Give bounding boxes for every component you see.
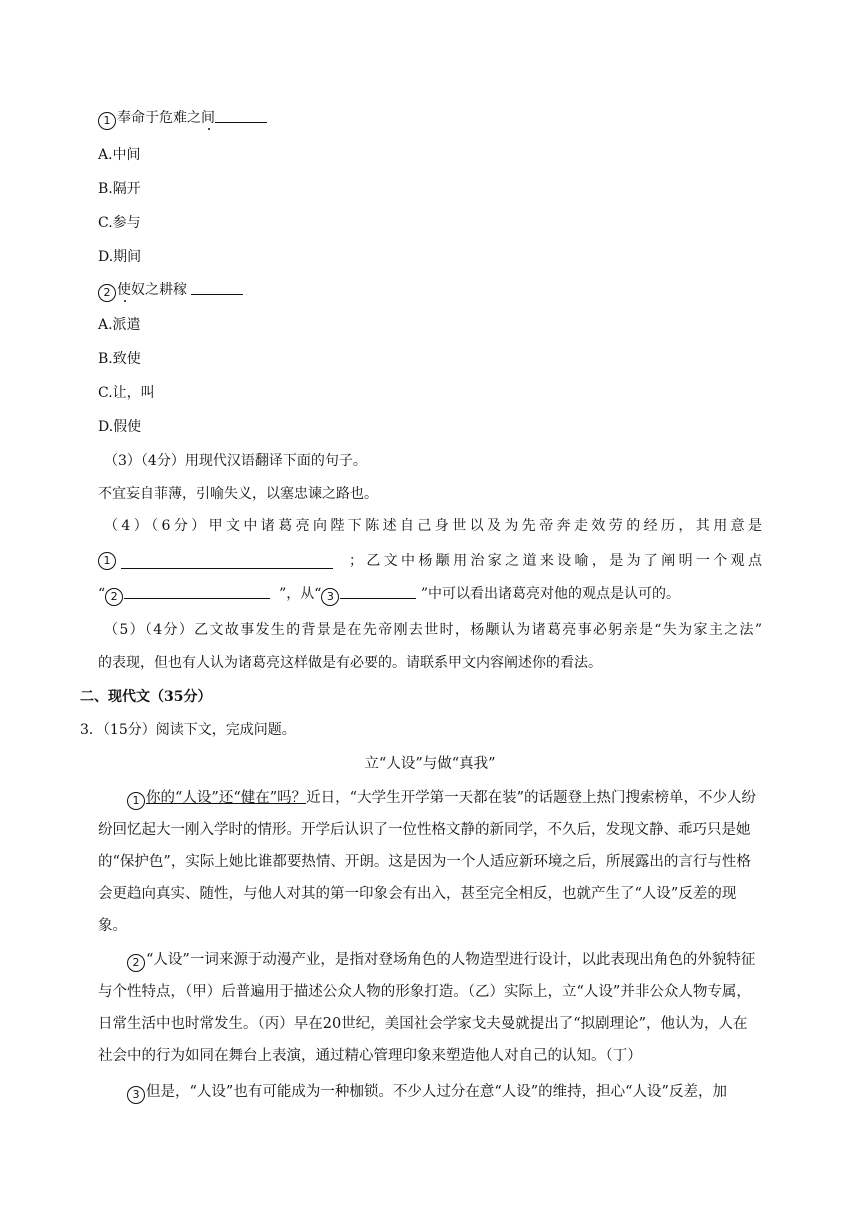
question-item-1 [98, 108, 267, 130]
option-a: A.中间 [98, 147, 141, 163]
item-text: 奴之耕稼 [131, 282, 187, 298]
article-paragraph-2 [98, 944, 762, 1072]
circled-number: 1 [98, 112, 116, 130]
answer-blank [191, 280, 243, 295]
subquestion-4-line3 [98, 584, 680, 606]
article-paragraph-3 [98, 1076, 762, 1108]
circled-number: 2 [105, 588, 123, 606]
quote-open: “ [98, 586, 106, 602]
answer-blank [215, 108, 267, 123]
answer-blank-3 [340, 584, 416, 599]
paragraph-text: 但是，“人设”也有可能成为一种枷锁。不少人过分在意“人设”的维持，担心“人设”反差，加 [146, 1084, 727, 1100]
question-item-2 [98, 280, 243, 302]
subquestion-3-sentence: 不宜妄自菲薄，引喻失义，以塞忠谏之路也。 [98, 486, 378, 502]
answer-blank-2 [124, 584, 270, 599]
paragraph-text: 近日，“大学生开学第一天都在装”的话题登上热门搜索榜单，不少人纷纷回忆起大一刚入学时的情形。开学后认识了一位性格文静的新同学，不久后，发现文静、乖巧只是她的“保护色”，实际上她比谁都要热情、开朗。这是因为一个人适应新环境之后，所展露出的言行与性格会更趋向真实、随性，与他人对其的第一印象会有出入，甚至完全相反，也就产生了“人设”反差的现象。 [98, 790, 756, 934]
paragraph-text: “人设”一词来源于动漫产业，是指对登场角色的人物造型进行设计，以此表现出角色的外貌特征与个性特点，（甲）后普遍用于描述公众人物的形象打造。（乙）实际上，立“人设”并非公众人物专属，日常生活中也时常发生。（丙）早在20世纪，美国社会学家戈夫曼就提出了“拟剧理论”，他认为，人在社会中的行为如同在舞台上表演，通过精心管理印象来塑造他人对自己的认知。（丁） [98, 952, 756, 1064]
option-b: B.隔开 [98, 181, 141, 197]
item-text: 奉命于危难之 [117, 110, 201, 126]
subquestion-5-line1: （5）（4分）乙文故事发生的背景是在先帝刚去世时，杨颙认为诸葛亮事必躬亲是“失为家主之法” [104, 622, 762, 638]
subquestion-4-line1: （4）（6分）甲文中诸葛亮向陛下陈述自己身世以及为先帝奔走效劳的经历，其用意是 [104, 518, 762, 534]
subquestion-4-line2 [98, 551, 762, 571]
emphasized-char: 使 [117, 282, 131, 298]
section-heading: 二、现代文（35分） [80, 689, 212, 705]
connector-text: ”，从“ [279, 586, 322, 602]
circled-number: 3 [321, 588, 339, 606]
circled-number: 2 [98, 284, 116, 302]
option-b: B.致使 [98, 351, 141, 367]
answer-blank-1 [121, 554, 333, 569]
option-a: A.派遣 [98, 317, 141, 333]
circled-number: 2 [127, 954, 145, 972]
option-c: C.让，叫 [98, 385, 155, 401]
closing-text: ”中可以看出诸葛亮对他的观点是认可的。 [420, 586, 681, 602]
subquestion-5-line2: 的表现，但也有人认为诸葛亮这样做是有必要的。请联系甲文内容阐述你的看法。 [98, 655, 602, 671]
article-title: 立“人设”与做“真我” [364, 756, 496, 772]
option-d: D.假使 [98, 419, 142, 435]
subquestion-4-line2-text: ；乙文中杨颙用治家之道来设喻，是为了阐明一个观点 [349, 553, 762, 569]
subquestion-3-label: （3）（4分）用现代汉语翻译下面的句子。 [104, 453, 367, 469]
circled-number: 1 [98, 552, 116, 570]
article-paragraph-1 [98, 782, 762, 942]
underlined-question: 你的“人设”还“健在”吗？ [146, 790, 307, 806]
option-d: D.期间 [98, 249, 142, 265]
question-3-label: 3．（15分）阅读下文，完成问题。 [80, 722, 296, 738]
option-c: C.参与 [98, 215, 141, 231]
circled-number: 3 [127, 1086, 145, 1104]
emphasized-char: 间 [201, 110, 215, 126]
circled-number: 1 [127, 792, 145, 810]
